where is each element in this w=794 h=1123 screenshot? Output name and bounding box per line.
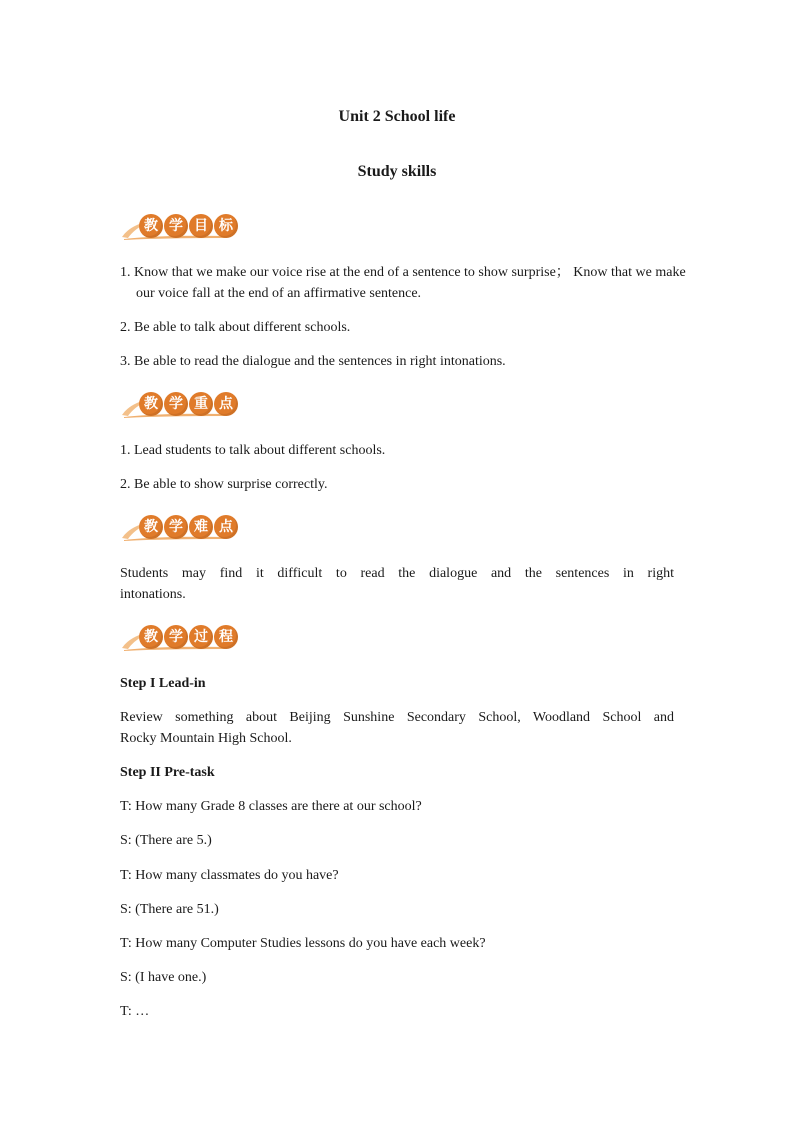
- badge-char: 教: [139, 214, 163, 238]
- objective-item: 1. Know that we make our voice rise at the end of a sentence to show surprise； Know that we make our voice fall at the end of an affirmative sentence.: [120, 265, 686, 301]
- badge-char: 难: [189, 515, 213, 539]
- objective-item: 2. Be able to talk about different schools.: [120, 320, 351, 335]
- step-title: Step I Lead-in: [120, 676, 206, 691]
- section-badge-difficulties: [120, 512, 233, 542]
- badge-char: 学: [164, 214, 188, 238]
- step-title: Step II Pre-task: [120, 765, 215, 780]
- dialogue-line: T: How many Computer Studies lessons do you have each week?: [120, 936, 486, 951]
- section-badge-objectives: [120, 211, 233, 241]
- badge-char: 标: [214, 214, 238, 238]
- dialogue-line: S: (I have one.): [120, 970, 207, 985]
- badge-char: 过: [189, 625, 213, 649]
- badge-char: 教: [139, 625, 163, 649]
- badge-char: 学: [164, 392, 188, 416]
- dialogue-line: T: How many Grade 8 classes are there at our school?: [120, 799, 422, 814]
- badge-char: 学: [164, 515, 188, 539]
- dialogue-line: S: (There are 5.): [120, 833, 212, 848]
- difficulties-text: [120, 563, 674, 605]
- key-point-item: 2. Be able to show surprise correctly.: [120, 477, 328, 492]
- step1-line: Rocky Mountain High School.: [120, 731, 292, 746]
- badge-char: 点: [214, 392, 238, 416]
- key-point-item: 1. Lead students to talk about different schools.: [120, 443, 386, 458]
- document-subtitle: Study skills: [357, 163, 437, 180]
- step1-text: [120, 707, 674, 749]
- step1-line: Review something about Beijing Sunshine Secondary School, Woodland School and: [120, 710, 674, 725]
- badge-char: 重: [189, 392, 213, 416]
- badge-char: 程: [214, 625, 238, 649]
- dialogue-line: S: (There are 51.): [120, 902, 219, 917]
- badge-char: 目: [189, 214, 213, 238]
- dialogue-line: T: …: [120, 1004, 150, 1019]
- difficulties-line: intonations.: [120, 587, 186, 602]
- badge-char: 点: [214, 515, 238, 539]
- document-title: Unit 2 School life: [338, 108, 456, 125]
- badge-char: 教: [139, 392, 163, 416]
- difficulties-line: Students may find it difficult to read the dialogue and the sentences in right: [120, 566, 674, 581]
- section-badge-key-points: [120, 389, 233, 419]
- badge-char: 学: [164, 625, 188, 649]
- objective-item: 3. Be able to read the dialogue and the sentences in right intonations.: [120, 354, 506, 369]
- dialogue-line: T: How many classmates do you have?: [120, 868, 339, 883]
- section-badge-process: [120, 622, 233, 652]
- badge-char: 教: [139, 515, 163, 539]
